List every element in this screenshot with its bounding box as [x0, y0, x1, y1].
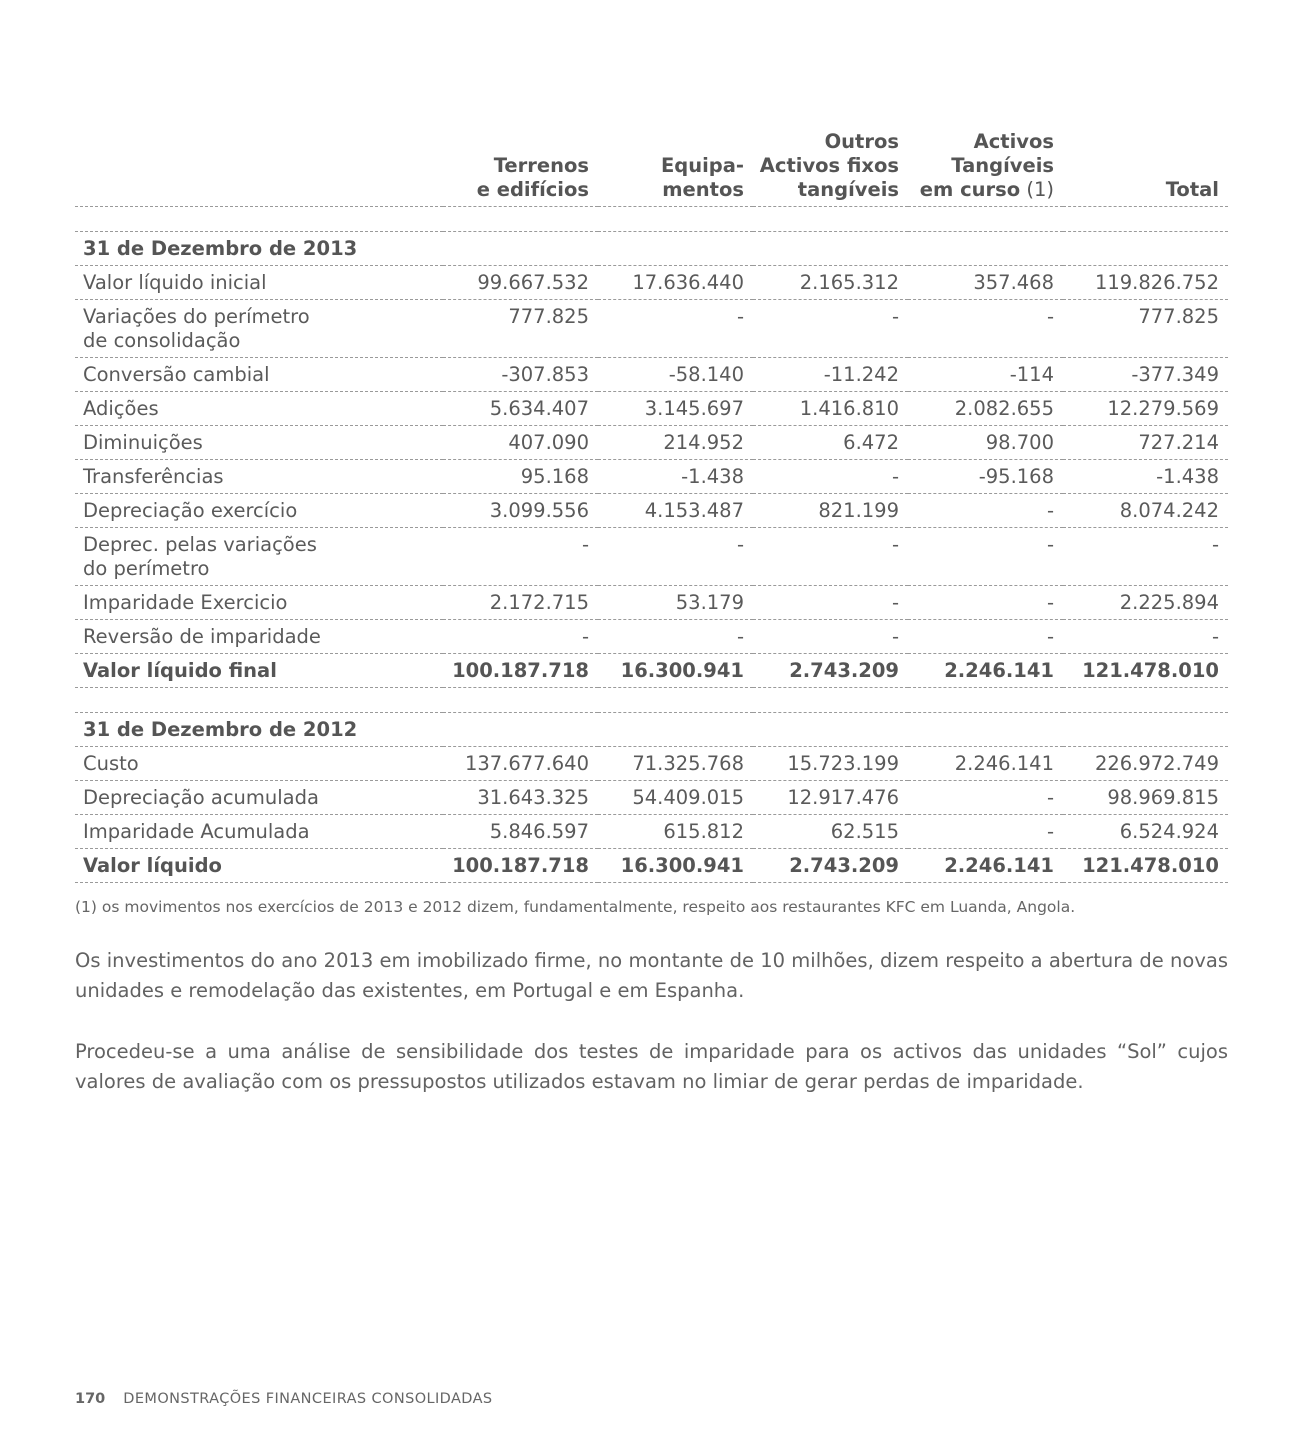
section-title: 31 de Dezembro de 2012: [75, 713, 1228, 747]
row-value: 137.677.640: [443, 747, 598, 781]
spacer-row: [75, 207, 1228, 232]
table-row: [75, 586, 1228, 620]
row-value: -: [753, 528, 908, 586]
row-value: 71.325.768: [598, 747, 753, 781]
row-value: -1.438: [598, 460, 753, 494]
row-value: 12.917.476: [753, 781, 908, 815]
total-label: Valor líquido final: [75, 654, 443, 688]
row-value: 8.074.242: [1063, 494, 1228, 528]
row-value: 54.409.015: [598, 781, 753, 815]
table-row: [75, 426, 1228, 460]
row-value: 95.168: [443, 460, 598, 494]
row-value: -: [598, 620, 753, 654]
row-value: 2.165.312: [753, 266, 908, 300]
row-value: 1.416.810: [753, 392, 908, 426]
row-value: 98.700: [908, 426, 1063, 460]
row-label: [75, 528, 443, 586]
header-terrenos: Terrenos e edifícios: [443, 128, 598, 207]
row-value: -: [1063, 620, 1228, 654]
row-value: 98.969.815: [1063, 781, 1228, 815]
header-activos-em-curso: Activos Tangíveis em curso (1): [908, 128, 1063, 207]
row-value: 119.826.752: [1063, 266, 1228, 300]
table-row: [75, 620, 1228, 654]
row-value: -: [443, 528, 598, 586]
row-value: -: [753, 620, 908, 654]
header-equipamentos: Equipa- mentos: [598, 128, 753, 207]
row-value: -: [753, 586, 908, 620]
row-value: -1.438: [1063, 460, 1228, 494]
row-label-line: Deprec. pelas variações: [83, 533, 317, 556]
row-label-line: Custo: [83, 752, 139, 775]
row-value: 6.524.924: [1063, 815, 1228, 849]
row-label-line: Reversão de imparidade: [83, 625, 321, 648]
total-value: 2.743.209: [753, 849, 908, 883]
spacer-row: [75, 688, 1228, 713]
total-value: 2.743.209: [753, 654, 908, 688]
row-value: 407.090: [443, 426, 598, 460]
row-value: 821.199: [753, 494, 908, 528]
page-content: [75, 128, 1228, 1117]
total-row: [75, 849, 1228, 883]
header-blank: [75, 128, 443, 207]
row-label-line: Diminuições: [83, 431, 203, 454]
row-value: -: [598, 300, 753, 358]
row-value: 4.153.487: [598, 494, 753, 528]
row-value: -58.140: [598, 358, 753, 392]
table-row: [75, 266, 1228, 300]
row-value: -307.853: [443, 358, 598, 392]
row-value: 5.634.407: [443, 392, 598, 426]
total-value: 2.246.141: [908, 654, 1063, 688]
table-header-row: [75, 128, 1228, 207]
row-label-line: Depreciação acumulada: [83, 786, 319, 809]
row-label: [75, 460, 443, 494]
row-value: 2.246.141: [908, 747, 1063, 781]
row-value: 777.825: [443, 300, 598, 358]
row-value: -114: [908, 358, 1063, 392]
footnote-marker: (1): [1020, 178, 1054, 201]
row-value: 31.643.325: [443, 781, 598, 815]
section-title-row: [75, 232, 1228, 266]
row-value: -: [908, 528, 1063, 586]
row-label: [75, 392, 443, 426]
row-value: 99.667.532: [443, 266, 598, 300]
total-value: 2.246.141: [908, 849, 1063, 883]
row-label-line: Imparidade Acumulada: [83, 820, 310, 843]
row-value: 226.972.749: [1063, 747, 1228, 781]
table-row: [75, 300, 1228, 358]
row-value: -: [598, 528, 753, 586]
row-value: 3.099.556: [443, 494, 598, 528]
paragraph-sensibilidade: Procedeu-se a uma análise de sensibilidade dos testes de imparidade para os activos das unidades “Sol” cujos valores de avaliação com os pressupostos utilizados estavam no limiar de gerar perdas de imparidade.: [75, 1040, 1228, 1093]
row-label-line: Valor líquido inicial: [83, 271, 267, 294]
row-value: 214.952: [598, 426, 753, 460]
total-value: 121.478.010: [1063, 654, 1228, 688]
total-value: 100.187.718: [443, 654, 598, 688]
row-label: [75, 426, 443, 460]
row-label-line: Conversão cambial: [83, 363, 270, 386]
row-value: -11.242: [753, 358, 908, 392]
row-value: -: [753, 460, 908, 494]
row-label-line: Variações do perímetro: [83, 305, 310, 328]
footnote: (1) os movimentos nos exercícios de 2013 e 2012 dizem, fundamentalmente, respeito aos restaurantes KFC em Luanda, Angola.: [75, 898, 1076, 916]
page-number: 170: [75, 1391, 106, 1407]
total-value: 121.478.010: [1063, 849, 1228, 883]
table-row: [75, 528, 1228, 586]
row-label: [75, 815, 443, 849]
row-value: 777.825: [1063, 300, 1228, 358]
row-value: -377.349: [1063, 358, 1228, 392]
row-value: 12.279.569: [1063, 392, 1228, 426]
row-value: 2.082.655: [908, 392, 1063, 426]
row-value: 62.515: [753, 815, 908, 849]
row-value: 615.812: [598, 815, 753, 849]
total-value: 100.187.718: [443, 849, 598, 883]
row-value: -95.168: [908, 460, 1063, 494]
row-value: 727.214: [1063, 426, 1228, 460]
header-outros-activos: Outros Activos fixos tangíveis: [753, 128, 908, 207]
row-label: [75, 494, 443, 528]
table-row: [75, 494, 1228, 528]
table-row: [75, 392, 1228, 426]
row-value: -: [908, 300, 1063, 358]
total-row: [75, 654, 1228, 688]
footer-section-title: DEMONSTRAÇÕES FINANCEIRAS CONSOLIDADAS: [123, 1391, 493, 1407]
row-value: 5.846.597: [443, 815, 598, 849]
row-label-line: do perímetro: [83, 557, 210, 580]
row-value: 53.179: [598, 586, 753, 620]
row-value: -: [908, 781, 1063, 815]
row-value: -: [908, 815, 1063, 849]
row-label-line: Depreciação exercício: [83, 499, 298, 522]
row-value: -: [908, 494, 1063, 528]
page-footer: [75, 1391, 493, 1407]
row-value: -: [443, 620, 598, 654]
row-value: -: [1063, 528, 1228, 586]
section-title-row: [75, 713, 1228, 747]
table-row: [75, 460, 1228, 494]
row-label-line: Imparidade Exercicio: [83, 591, 288, 614]
header-total: Total: [1063, 128, 1228, 207]
row-value: 3.145.697: [598, 392, 753, 426]
spacer-cell: [75, 207, 1228, 232]
row-label-line: Transferências: [83, 465, 224, 488]
row-value: 17.636.440: [598, 266, 753, 300]
row-value: 6.472: [753, 426, 908, 460]
table-row: [75, 358, 1228, 392]
row-value: 2.172.715: [443, 586, 598, 620]
row-label-line: de consolidação: [83, 329, 241, 352]
total-label: Valor líquido: [75, 849, 443, 883]
row-label-line: Adições: [83, 397, 159, 420]
row-label: [75, 358, 443, 392]
row-value: -: [753, 300, 908, 358]
row-value: -: [908, 620, 1063, 654]
section-title: 31 de Dezembro de 2013: [75, 232, 1228, 266]
row-label: [75, 781, 443, 815]
row-value: 15.723.199: [753, 747, 908, 781]
table-body: [75, 207, 1228, 883]
row-value: -: [908, 586, 1063, 620]
total-value: 16.300.941: [598, 849, 753, 883]
row-value: 2.225.894: [1063, 586, 1228, 620]
table-row: [75, 815, 1228, 849]
row-label: [75, 747, 443, 781]
row-value: 357.468: [908, 266, 1063, 300]
fixed-assets-table: [75, 128, 1228, 883]
paragraph-investimentos: Os investimentos do ano 2013 em imobilizado firme, no montante de 10 milhões, dizem respeito a abertura de novas unidades e remodelação das existentes, em Portugal e em Espanha.: [75, 949, 1228, 1002]
table-row: [75, 747, 1228, 781]
total-value: 16.300.941: [598, 654, 753, 688]
row-label: [75, 586, 443, 620]
table-row: [75, 781, 1228, 815]
row-label: [75, 266, 443, 300]
row-label: [75, 620, 443, 654]
spacer-cell: [75, 688, 1228, 713]
row-label: [75, 300, 443, 358]
